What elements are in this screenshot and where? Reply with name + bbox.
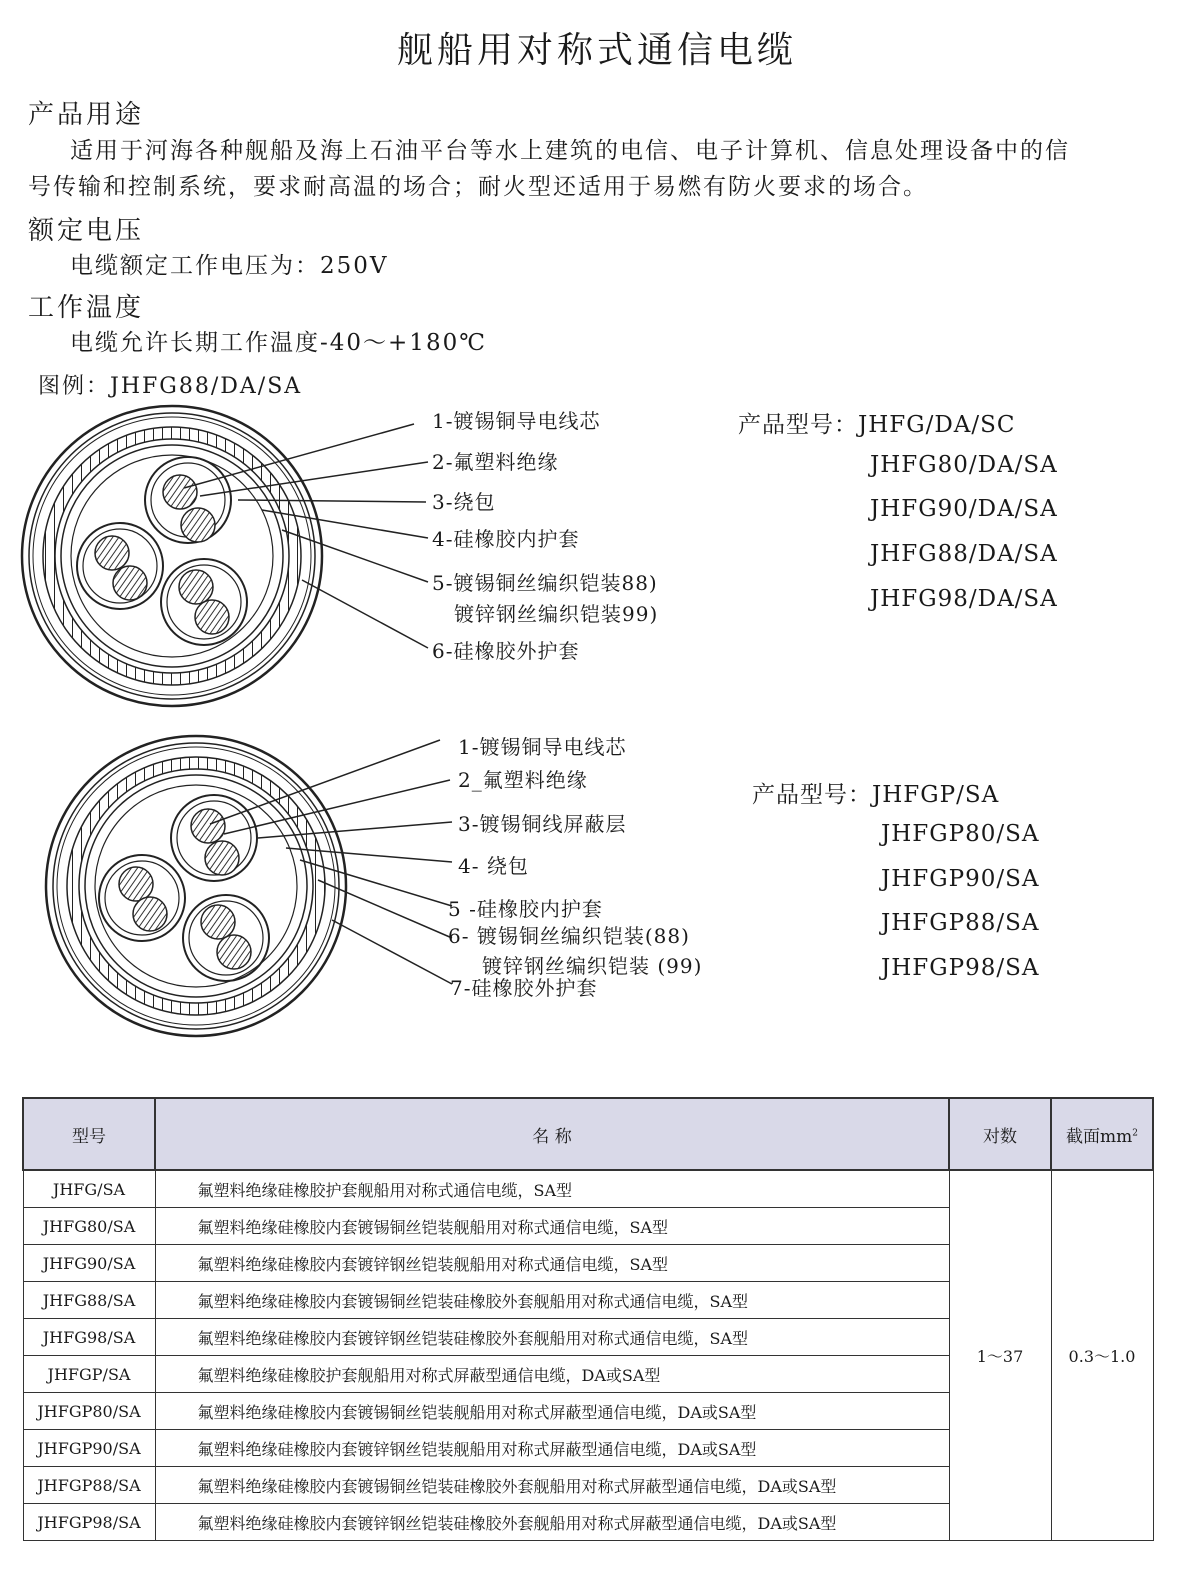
header-name: 名 称: [155, 1098, 949, 1170]
voltage-text: 电缆额定工作电压为：250V: [70, 253, 389, 279]
model-2-1: JHFGP80/SA: [881, 821, 1040, 847]
header-model: 型号: [23, 1098, 155, 1170]
spec-table: [22, 1097, 1154, 1541]
usage-text-line1: 适用于河海各种舰船及海上石油平台等水上建筑的电信、电子计算机、信息处理设备中的信: [70, 138, 1070, 164]
cell-name: 氟塑料绝缘硅橡胶内套镀锡铜丝铠装硅橡胶外套舰船用对称式屏蔽型通信电缆，DA或SA型: [155, 1467, 949, 1504]
callout-1-5: 5-镀锡铜丝编织铠装88): [432, 571, 658, 595]
cell-model: JHFGP88/SA: [23, 1467, 155, 1504]
callout-1-3: 3-绕包: [432, 490, 496, 514]
model-1-3: JHFG88/DA/SA: [870, 541, 1058, 567]
callout-2-3: 3-镀锡铜线屏蔽层: [458, 812, 627, 836]
cable-cross-section-1: [22, 406, 428, 706]
callout-1-4: 4-硅橡胶内护套: [432, 527, 580, 551]
cell-model: JHFGP/SA: [23, 1356, 155, 1393]
model-label-2: 产品型号：JHFGP/SA: [752, 782, 1000, 808]
callout-2-6: 6- 镀锡铜丝编织铠装(88): [448, 924, 690, 948]
header-section-sup: 2: [1132, 1127, 1138, 1138]
cell-name: 氟塑料绝缘硅橡胶内套镀锡铜丝铠装舰船用对称式屏蔽型通信电缆，DA或SA型: [155, 1393, 949, 1430]
cell-model: JHFG/SA: [23, 1170, 155, 1208]
callout-2-5: 5 -硅橡胶内护套: [448, 897, 603, 921]
table-header-row: [23, 1098, 1153, 1170]
cable-cross-section-2: [46, 736, 452, 1036]
cell-model: JHFGP98/SA: [23, 1504, 155, 1541]
cell-model: JHFG80/SA: [23, 1208, 155, 1245]
usage-heading: 产品用途: [28, 100, 145, 130]
callout-1-1: 1-镀锡铜导电线芯: [432, 409, 601, 433]
callout-2-2: 2_氟塑料绝缘: [458, 768, 588, 792]
temperature-heading: 工作温度: [28, 293, 145, 323]
cell-name: 氟塑料绝缘硅橡胶内套镀锌钢丝铠装硅橡胶外套舰船用对称式屏蔽型通信电缆，DA或SA型: [155, 1504, 949, 1541]
callout-1-5b: 镀锌钢丝编织铠装99): [454, 602, 659, 626]
page-title: 舰船用对称式通信电缆: [396, 30, 797, 71]
cell-name: 氟塑料绝缘硅橡胶护套舰船用对称式通信电缆，SA型: [155, 1170, 949, 1208]
example-label: 图例：JHFG88/DA/SA: [38, 374, 303, 399]
header-pairs: 对数: [949, 1098, 1051, 1170]
callout-2-6b: 镀锌钢丝编织铠装 (99): [482, 954, 703, 978]
model-1-4: JHFG98/DA/SA: [870, 586, 1058, 612]
model-1-2: JHFG90/DA/SA: [870, 496, 1058, 522]
model-2-4: JHFGP98/SA: [881, 955, 1040, 981]
model-2-2: JHFGP90/SA: [881, 866, 1040, 892]
cell-name: 氟塑料绝缘硅橡胶内套镀锌钢丝铠装舰船用对称式通信电缆，SA型: [155, 1245, 949, 1282]
cell-name: 氟塑料绝缘硅橡胶内套镀锡铜丝铠装硅橡胶外套舰船用对称式通信电缆，SA型: [155, 1282, 949, 1319]
callout-1-2: 2-氟塑料绝缘: [432, 450, 559, 474]
cell-model: JHFG98/SA: [23, 1319, 155, 1356]
callout-2-1: 1-镀锡铜导电线芯: [458, 735, 627, 759]
callout-1-6: 6-硅橡胶外护套: [432, 639, 580, 663]
model-2-3: JHFGP88/SA: [881, 910, 1040, 936]
cell-section: 0.3～1.0: [1051, 1170, 1153, 1541]
temperature-text: 电缆允许长期工作温度-40～+180℃: [70, 330, 487, 356]
cell-model: JHFGP80/SA: [23, 1393, 155, 1430]
cell-name: 氟塑料绝缘硅橡胶内套镀锡铜丝铠装舰船用对称式通信电缆，SA型: [155, 1208, 949, 1245]
usage-text-line2: 号传输和控制系统，要求耐高温的场合；耐火型还适用于易燃有防火要求的场合。: [28, 174, 928, 200]
model-label-1: 产品型号：JHFG/DA/SC: [738, 412, 1016, 438]
cell-name: 氟塑料绝缘硅橡胶内套镀锌钢丝铠装硅橡胶外套舰船用对称式通信电缆，SA型: [155, 1319, 949, 1356]
cell-model: JHFG90/SA: [23, 1245, 155, 1282]
cell-pairs: 1～37: [949, 1170, 1051, 1541]
callout-2-4: 4- 绕包: [458, 854, 529, 878]
model-1-1: JHFG80/DA/SA: [870, 452, 1058, 478]
cell-model: JHFGP90/SA: [23, 1430, 155, 1467]
table-row: [23, 1170, 1153, 1208]
cell-name: 氟塑料绝缘硅橡胶护套舰船用对称式屏蔽型通信电缆，DA或SA型: [155, 1356, 949, 1393]
callout-2-7: 7-硅橡胶外护套: [450, 976, 598, 1000]
voltage-heading: 额定电压: [28, 216, 145, 246]
cell-model: JHFG88/SA: [23, 1282, 155, 1319]
header-section: [1051, 1098, 1153, 1170]
header-section-text: 截面mm: [1066, 1126, 1133, 1147]
cell-name: 氟塑料绝缘硅橡胶内套镀锌钢丝铠装舰船用对称式屏蔽型通信电缆，DA或SA型: [155, 1430, 949, 1467]
